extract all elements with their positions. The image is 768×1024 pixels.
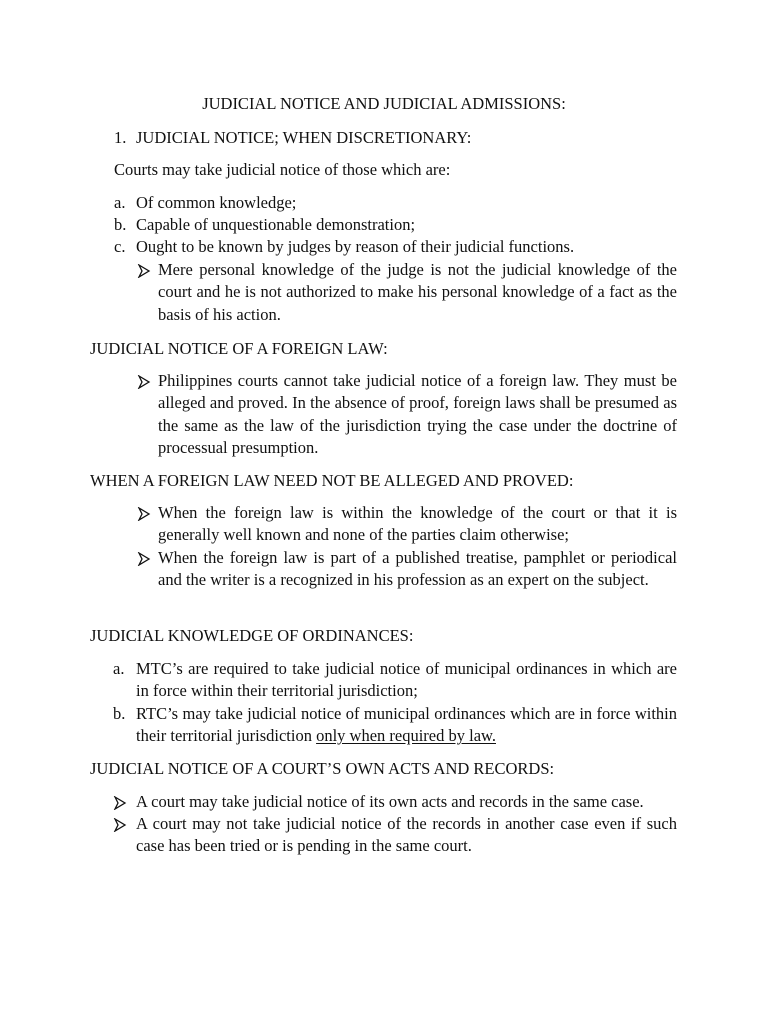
arrow-bullet-icon: [113, 796, 127, 810]
document-title: JUDICIAL NOTICE AND JUDICIAL ADMISSIONS:: [202, 94, 566, 113]
underlined-text: only when required by law.: [316, 726, 496, 746]
section-intro: Courts may take judicial notice of those which are:: [114, 160, 451, 179]
list-marker: c.: [114, 237, 126, 256]
arrow-bullet-icon: [137, 264, 151, 278]
list-item: Ought to be known by judges by reason of their judicial functions.: [136, 237, 575, 256]
list-marker: a.: [113, 659, 125, 678]
arrow-bullet-icon: [137, 552, 151, 566]
bullet-text: When the foreign law is within the knowledge of the court or that it is generally well known and none of the parties claim otherwise;: [158, 503, 677, 545]
list-item: MTC’s are required to take judicial notice of municipal ordinances in which are in force within their territorial jurisdiction;: [136, 659, 677, 701]
list-item: Capable of unquestionable demonstration;: [136, 215, 416, 234]
arrow-bullet-icon: [137, 507, 151, 521]
section-heading: JUDICIAL KNOWLEDGE OF ORDINANCES:: [90, 626, 414, 645]
list-marker: b.: [113, 704, 126, 723]
section-number: 1.: [114, 128, 127, 147]
list-marker: a.: [114, 193, 126, 212]
section-heading: WHEN A FOREIGN LAW NEED NOT BE ALLEGED AND PROVED:: [90, 471, 574, 490]
arrow-bullet-icon: [113, 818, 127, 832]
section-heading: JUDICIAL NOTICE OF A COURT’S OWN ACTS AND RECORDS:: [90, 759, 555, 778]
bullet-text: A court may not take judicial notice of the records in another case even if such case has been tried or is pending in the same court.: [136, 814, 677, 856]
list-item: Of common knowledge;: [136, 193, 297, 212]
list-item-text: RTC’s may take judicial notice of municipal ordinances which are in force within their territorial jurisdiction: [136, 704, 677, 746]
bullet-text: Mere personal knowledge of the judge is not the judicial knowledge of the court and he is not authorized to make his personal knowledge of a fact as the basis of his action.: [158, 260, 677, 324]
bullet-text: A court may take judicial notice of its own acts and records in the same case.: [136, 792, 644, 811]
bullet-text: Philippines courts cannot take judicial notice of a foreign law. They must be alleged and proved. In the absence of proof, foreign laws shall be presumed as the same as the law of the jurisdiction trying the case under the doctrine of processual presumption.: [158, 371, 677, 458]
list-item: [136, 703, 677, 748]
list-marker: b.: [114, 215, 127, 234]
section-heading: JUDICIAL NOTICE; WHEN DISCRETIONARY:: [136, 128, 472, 147]
arrow-bullet-icon: [137, 375, 151, 389]
bullet-text: When the foreign law is part of a published treatise, pamphlet or periodical and the writer is a recognized in his profession as an expert on the subject.: [158, 548, 677, 590]
section-heading: JUDICIAL NOTICE OF A FOREIGN LAW:: [90, 339, 388, 358]
